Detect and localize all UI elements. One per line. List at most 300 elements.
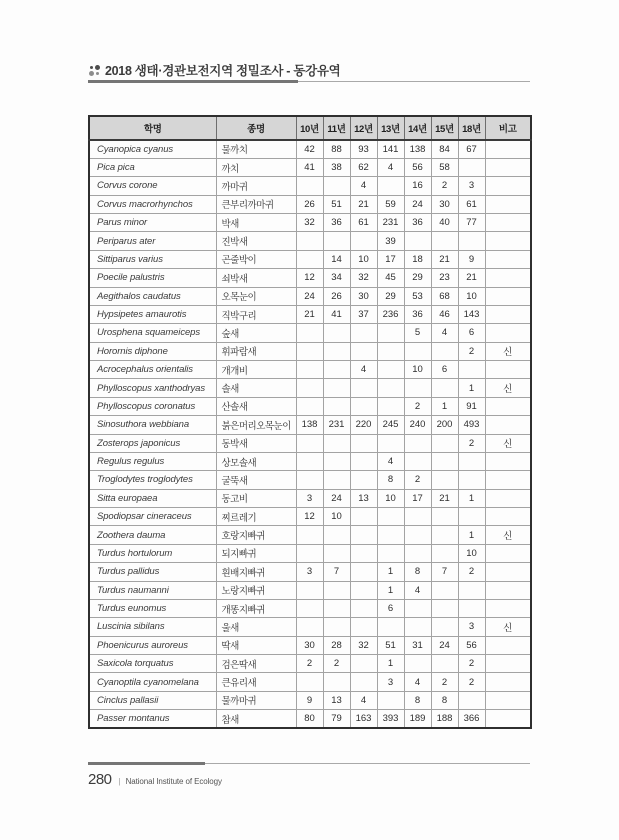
year-count-cell: 53 [404, 287, 431, 305]
korean-name-cell: 까치 [216, 158, 296, 176]
year-count-cell [377, 361, 404, 379]
year-count-cell [458, 508, 485, 526]
year-count-cell [350, 379, 377, 397]
year-count-cell [404, 508, 431, 526]
year-count-cell: 2 [431, 177, 458, 195]
remarks-cell [485, 305, 531, 323]
year-count-cell [431, 581, 458, 599]
table-row [89, 214, 531, 232]
scientific-name-cell: Urosphena squameiceps [89, 324, 216, 342]
year-count-cell: 17 [377, 250, 404, 268]
year-count-cell: 2 [404, 397, 431, 415]
year-count-cell [377, 434, 404, 452]
korean-name-cell: 직박구리 [216, 305, 296, 323]
column-header-remarks: 비고 [485, 116, 531, 140]
year-count-cell: 14 [323, 250, 350, 268]
year-count-cell: 189 [404, 710, 431, 728]
year-count-cell: 79 [323, 710, 350, 728]
year-count-cell: 2 [458, 434, 485, 452]
year-count-cell: 3 [458, 177, 485, 195]
year-count-cell [323, 379, 350, 397]
year-count-cell: 6 [377, 599, 404, 617]
column-header-species-name: 종명 [216, 116, 296, 140]
year-count-cell: 13 [350, 489, 377, 507]
table-row [89, 508, 531, 526]
year-count-cell: 37 [350, 305, 377, 323]
year-count-cell: 220 [350, 416, 377, 434]
year-count-cell [431, 434, 458, 452]
year-count-cell [431, 655, 458, 673]
year-count-cell [296, 526, 323, 544]
year-count-cell: 91 [458, 397, 485, 415]
year-count-cell [296, 177, 323, 195]
institute-name: National Institute of Ecology [125, 777, 222, 786]
table-row [89, 140, 531, 158]
year-count-cell: 1 [458, 526, 485, 544]
column-header-year-10: 10년 [296, 116, 323, 140]
year-count-cell: 24 [404, 195, 431, 213]
year-count-cell: 4 [350, 691, 377, 709]
year-count-cell [404, 452, 431, 470]
species-count-table [88, 115, 532, 729]
year-count-cell: 21 [350, 195, 377, 213]
year-count-cell [323, 434, 350, 452]
korean-name-cell: 물까마귀 [216, 691, 296, 709]
year-count-cell [323, 177, 350, 195]
year-count-cell: 8 [377, 471, 404, 489]
year-count-cell [377, 379, 404, 397]
scientific-name-cell: Regulus regulus [89, 452, 216, 470]
year-count-cell: 17 [404, 489, 431, 507]
year-count-cell: 36 [404, 214, 431, 232]
year-count-cell: 1 [377, 581, 404, 599]
remarks-cell [485, 655, 531, 673]
year-count-cell [296, 250, 323, 268]
year-count-cell [323, 361, 350, 379]
year-count-cell: 163 [350, 710, 377, 728]
year-count-cell: 23 [431, 269, 458, 287]
column-header-year-11: 11년 [323, 116, 350, 140]
year-count-cell: 188 [431, 710, 458, 728]
year-count-cell: 18 [404, 250, 431, 268]
year-count-cell: 29 [377, 287, 404, 305]
year-count-cell [431, 544, 458, 562]
scientific-name-cell: Parus minor [89, 214, 216, 232]
year-count-cell: 240 [404, 416, 431, 434]
year-count-cell: 1 [377, 655, 404, 673]
year-count-cell: 51 [377, 636, 404, 654]
scientific-name-cell: Poecile palustris [89, 269, 216, 287]
korean-name-cell: 쇠박새 [216, 269, 296, 287]
year-count-cell: 8 [431, 691, 458, 709]
table-row [89, 250, 531, 268]
year-count-cell [350, 655, 377, 673]
year-count-cell: 236 [377, 305, 404, 323]
remarks-cell [485, 140, 531, 158]
scientific-name-cell: Luscinia sibilans [89, 618, 216, 636]
scientific-name-cell: Troglodytes troglodytes [89, 471, 216, 489]
year-count-cell [350, 342, 377, 360]
korean-name-cell: 산솔새 [216, 397, 296, 415]
korean-name-cell: 동박새 [216, 434, 296, 452]
year-count-cell: 36 [404, 305, 431, 323]
footer-divider [88, 763, 530, 764]
remarks-cell [485, 691, 531, 709]
scientific-name-cell: Turdus naumanni [89, 581, 216, 599]
year-count-cell [350, 397, 377, 415]
year-count-cell: 21 [296, 305, 323, 323]
year-count-cell [323, 452, 350, 470]
year-count-cell: 9 [458, 250, 485, 268]
page-footer [88, 763, 530, 788]
year-count-cell [296, 434, 323, 452]
year-count-cell: 10 [350, 250, 377, 268]
scientific-name-cell: Cyanoptila cyanomelana [89, 673, 216, 691]
scientific-name-cell: Horornis diphone [89, 342, 216, 360]
scientific-name-cell: Corvus corone [89, 177, 216, 195]
year-count-cell [377, 526, 404, 544]
year-count-cell: 45 [377, 269, 404, 287]
year-count-cell: 8 [404, 563, 431, 581]
scientific-name-cell: Hypsipetes amaurotis [89, 305, 216, 323]
year-count-cell [323, 599, 350, 617]
year-count-cell: 6 [458, 324, 485, 342]
year-count-cell: 200 [431, 416, 458, 434]
year-count-cell: 77 [458, 214, 485, 232]
year-count-cell: 10 [323, 508, 350, 526]
year-count-cell [350, 434, 377, 452]
table-row [89, 655, 531, 673]
year-count-cell: 24 [431, 636, 458, 654]
korean-name-cell: 굴뚝새 [216, 471, 296, 489]
table-row [89, 158, 531, 176]
scientific-name-cell: Phylloscopus xanthodryas [89, 379, 216, 397]
scientific-name-cell: Passer montanus [89, 710, 216, 728]
year-count-cell [296, 342, 323, 360]
year-count-cell: 231 [377, 214, 404, 232]
table-row [89, 544, 531, 562]
remarks-cell [485, 581, 531, 599]
table-row [89, 691, 531, 709]
year-count-cell [296, 673, 323, 691]
year-count-cell: 34 [323, 269, 350, 287]
year-count-cell: 9 [296, 691, 323, 709]
year-count-cell: 493 [458, 416, 485, 434]
remarks-cell [485, 636, 531, 654]
year-count-cell: 46 [431, 305, 458, 323]
year-count-cell [458, 599, 485, 617]
year-count-cell [296, 232, 323, 250]
remarks-cell: 신 [485, 379, 531, 397]
year-count-cell: 36 [323, 214, 350, 232]
table-row [89, 471, 531, 489]
year-count-cell [350, 544, 377, 562]
year-count-cell [377, 324, 404, 342]
year-count-cell [350, 324, 377, 342]
year-count-cell [296, 581, 323, 599]
remarks-cell: 신 [485, 434, 531, 452]
year-count-cell: 2 [431, 673, 458, 691]
year-count-cell [431, 379, 458, 397]
table-row [89, 177, 531, 195]
scientific-name-cell: Turdus hortulorum [89, 544, 216, 562]
year-count-cell [458, 691, 485, 709]
year-count-cell: 4 [350, 361, 377, 379]
year-count-cell [377, 618, 404, 636]
year-count-cell [296, 599, 323, 617]
year-count-cell: 4 [377, 452, 404, 470]
remarks-cell [485, 710, 531, 728]
scientific-name-cell: Aegithalos caudatus [89, 287, 216, 305]
year-count-cell: 38 [323, 158, 350, 176]
table-row [89, 379, 531, 397]
year-count-cell: 30 [431, 195, 458, 213]
section-marker-dots-icon [88, 64, 100, 76]
year-count-cell: 62 [350, 158, 377, 176]
year-count-cell: 1 [458, 379, 485, 397]
table-row [89, 489, 531, 507]
year-count-cell [296, 324, 323, 342]
remarks-cell [485, 158, 531, 176]
year-count-cell: 2 [458, 673, 485, 691]
year-count-cell: 67 [458, 140, 485, 158]
table-row [89, 342, 531, 360]
year-count-cell: 1 [458, 489, 485, 507]
korean-name-cell: 참새 [216, 710, 296, 728]
year-count-cell [404, 434, 431, 452]
korean-name-cell: 큰유리새 [216, 673, 296, 691]
year-count-cell [296, 618, 323, 636]
year-count-cell: 2 [458, 563, 485, 581]
year-count-cell: 4 [350, 177, 377, 195]
year-count-cell: 366 [458, 710, 485, 728]
year-count-cell: 3 [296, 563, 323, 581]
year-count-cell [350, 618, 377, 636]
year-count-cell [296, 452, 323, 470]
korean-name-cell: 오목눈이 [216, 287, 296, 305]
scientific-name-cell: Periparus ater [89, 232, 216, 250]
korean-name-cell: 붉은머리오목눈이 [216, 416, 296, 434]
year-count-cell: 56 [458, 636, 485, 654]
year-count-cell: 2 [458, 655, 485, 673]
korean-name-cell: 호랑지빠귀 [216, 526, 296, 544]
year-count-cell [431, 618, 458, 636]
scientific-name-cell: Phylloscopus coronatus [89, 397, 216, 415]
table-header-row [89, 116, 531, 140]
year-count-cell [323, 618, 350, 636]
table-row [89, 581, 531, 599]
table-row [89, 563, 531, 581]
year-count-cell [350, 452, 377, 470]
korean-name-cell: 찌르레기 [216, 508, 296, 526]
remarks-cell [485, 471, 531, 489]
year-count-cell: 16 [404, 177, 431, 195]
year-count-cell: 59 [377, 195, 404, 213]
year-count-cell: 4 [431, 324, 458, 342]
year-count-cell [350, 526, 377, 544]
year-count-cell: 31 [404, 636, 431, 654]
header-divider [88, 81, 530, 82]
year-count-cell [404, 342, 431, 360]
year-count-cell [323, 397, 350, 415]
year-count-cell [323, 581, 350, 599]
remarks-cell [485, 563, 531, 581]
table-row [89, 599, 531, 617]
year-count-cell: 29 [404, 269, 431, 287]
year-count-cell [350, 581, 377, 599]
year-count-cell: 7 [323, 563, 350, 581]
remarks-cell [485, 269, 531, 287]
year-count-cell [431, 342, 458, 360]
table-row [89, 397, 531, 415]
year-count-cell [323, 544, 350, 562]
year-count-cell [296, 397, 323, 415]
species-table-wrapper [88, 115, 530, 729]
korean-name-cell: 개개비 [216, 361, 296, 379]
scientific-name-cell: Cyanopica cyanus [89, 140, 216, 158]
korean-name-cell: 진박새 [216, 232, 296, 250]
table-row [89, 526, 531, 544]
column-header-year-13: 13년 [377, 116, 404, 140]
korean-name-cell: 큰부리까마귀 [216, 195, 296, 213]
column-header-year-12: 12년 [350, 116, 377, 140]
year-count-cell [350, 508, 377, 526]
korean-name-cell: 흰배지빠귀 [216, 563, 296, 581]
korean-name-cell: 노랑지빠귀 [216, 581, 296, 599]
scientific-name-cell: Pica pica [89, 158, 216, 176]
year-count-cell: 3 [458, 618, 485, 636]
korean-name-cell: 숲새 [216, 324, 296, 342]
year-count-cell: 21 [431, 250, 458, 268]
year-count-cell: 41 [296, 158, 323, 176]
year-count-cell [431, 452, 458, 470]
year-count-cell [377, 397, 404, 415]
year-count-cell [377, 342, 404, 360]
year-count-cell: 2 [323, 655, 350, 673]
table-row [89, 324, 531, 342]
year-count-cell: 3 [296, 489, 323, 507]
year-count-cell: 21 [431, 489, 458, 507]
year-count-cell [350, 563, 377, 581]
korean-name-cell: 상모솔새 [216, 452, 296, 470]
remarks-cell [485, 177, 531, 195]
column-header-year-15: 15년 [431, 116, 458, 140]
korean-name-cell: 울새 [216, 618, 296, 636]
year-count-cell: 12 [296, 269, 323, 287]
remarks-cell: 신 [485, 618, 531, 636]
remarks-cell [485, 324, 531, 342]
year-count-cell: 4 [404, 673, 431, 691]
year-count-cell [377, 508, 404, 526]
year-count-cell [458, 471, 485, 489]
table-row [89, 195, 531, 213]
year-count-cell [323, 471, 350, 489]
scientific-name-cell: Spodiopsar cineraceus [89, 508, 216, 526]
year-count-cell [404, 544, 431, 562]
scientific-name-cell: Corvus macrorhynchos [89, 195, 216, 213]
year-count-cell [296, 544, 323, 562]
remarks-cell [485, 599, 531, 617]
year-count-cell: 7 [431, 563, 458, 581]
year-count-cell: 138 [404, 140, 431, 158]
table-row [89, 434, 531, 452]
remarks-cell: 신 [485, 342, 531, 360]
remarks-cell [485, 232, 531, 250]
year-count-cell [458, 361, 485, 379]
korean-name-cell: 물까치 [216, 140, 296, 158]
year-count-cell: 88 [323, 140, 350, 158]
scientific-name-cell: Zoothera dauma [89, 526, 216, 544]
scientific-name-cell: Saxicola torquatus [89, 655, 216, 673]
remarks-cell [485, 508, 531, 526]
korean-name-cell: 까마귀 [216, 177, 296, 195]
year-count-cell [458, 452, 485, 470]
remarks-cell [485, 397, 531, 415]
year-count-cell: 32 [350, 269, 377, 287]
year-count-cell [350, 471, 377, 489]
table-row [89, 232, 531, 250]
remarks-cell [485, 452, 531, 470]
year-count-cell: 1 [377, 563, 404, 581]
korean-name-cell: 딱새 [216, 636, 296, 654]
scientific-name-cell: Zosterops japonicus [89, 434, 216, 452]
year-count-cell: 10 [458, 287, 485, 305]
year-count-cell: 143 [458, 305, 485, 323]
column-header-scientific-name: 학명 [89, 116, 216, 140]
year-count-cell: 10 [404, 361, 431, 379]
page-number: 280 [88, 771, 112, 788]
year-count-cell [431, 471, 458, 489]
korean-name-cell: 동고비 [216, 489, 296, 507]
footer-separator: | [118, 777, 121, 786]
korean-name-cell: 검은딱새 [216, 655, 296, 673]
column-header-year-14: 14년 [404, 116, 431, 140]
year-count-cell: 13 [323, 691, 350, 709]
year-count-cell [323, 673, 350, 691]
year-count-cell [377, 177, 404, 195]
year-count-cell: 61 [350, 214, 377, 232]
table-row [89, 305, 531, 323]
remarks-cell [485, 250, 531, 268]
year-count-cell [323, 324, 350, 342]
scientific-name-cell: Sinosuthora webbiana [89, 416, 216, 434]
remarks-cell [485, 287, 531, 305]
year-count-cell [377, 691, 404, 709]
year-count-cell: 51 [323, 195, 350, 213]
year-count-cell [377, 544, 404, 562]
year-count-cell: 56 [404, 158, 431, 176]
year-count-cell [458, 581, 485, 599]
scientific-name-cell: Sittiparus varius [89, 250, 216, 268]
korean-name-cell: 곤줄박이 [216, 250, 296, 268]
year-count-cell: 40 [431, 214, 458, 232]
scientific-name-cell: Acrocephalus orientalis [89, 361, 216, 379]
year-count-cell: 2 [404, 471, 431, 489]
korean-name-cell: 휘파람새 [216, 342, 296, 360]
remarks-cell [485, 214, 531, 232]
year-count-cell [296, 379, 323, 397]
table-row [89, 636, 531, 654]
remarks-cell [485, 416, 531, 434]
year-count-cell: 30 [350, 287, 377, 305]
year-count-cell: 58 [431, 158, 458, 176]
year-count-cell: 2 [458, 342, 485, 360]
year-count-cell: 141 [377, 140, 404, 158]
table-row [89, 673, 531, 691]
year-count-cell [404, 599, 431, 617]
scientific-name-cell: Turdus eunomus [89, 599, 216, 617]
year-count-cell: 26 [296, 195, 323, 213]
